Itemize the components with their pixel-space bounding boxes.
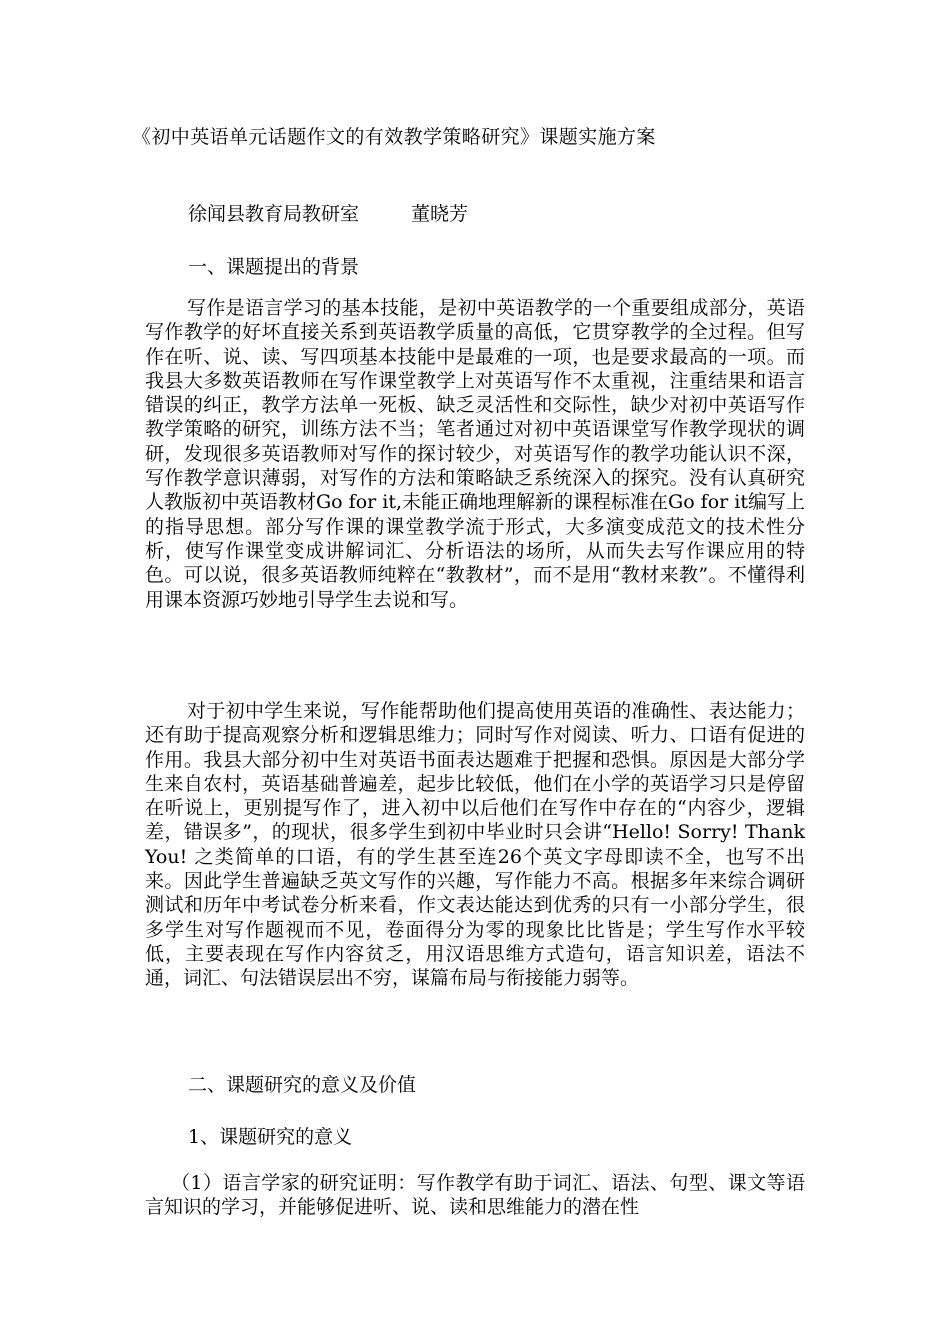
paragraph-background-2: 对于初中学生来说，写作能帮助他们提高使用英语的准确性、表达能力；还有助于提高观察分析和逻辑思维力；同时写作对阅读、听力、口语有促进的作用。我县大部分初中生对英语书面表达题难于把握和恐惧。原因是大部分学生来自农村，英语基础普遍差，起步比较低，他们在小学的英语学习只是停留在听说上，更别提写作了，进入初中以后他们在写作中存在的“内容少，逻辑差，错误多”，的现状，很多学生到初中毕业时只会讲“Hello! Sorry! Thank You! 之类简单的口语，有的学生甚至连26个英文字母即读不全，也写不出来。因此学生普遍缺乏英文写作的兴趣，写作能力不高。根据多年来综合调研测试和历年中考试卷分析来看，作文表达能达到优秀的只有一小部分学生，很多学生对写作题视而不见，卷面得分为零的现象比比皆是；学生写作水平较低，主要表现在写作内容贫乏，用汉语思维方式造句，语言知识差，语法不通，词汇、句法错误层出不穷，谋篇布局与衔接能力弱等。: [145, 700, 805, 990]
author-unit: 徐闻县教育局教研室: [188, 203, 360, 225]
subsection-heading-meaning: 1、课题研究的意义: [188, 1126, 353, 1148]
paragraph-meaning-1: （1）语言学家的研究证明：写作教学有助于词汇、语法、句型、课文等语言知识的学习，并能够促进听、说、读和思维能力的潜在性: [145, 1172, 805, 1219]
document-title: 《初中英语单元话题作文的有效教学策略研究》课题实施方案: [132, 126, 656, 148]
author-line: [188, 199, 468, 229]
author-name: 董晓芳: [411, 203, 469, 225]
paragraph-background-1: 写作是语言学习的基本技能，是初中英语教学的一个重要组成部分，英语写作教学的好坏直接关系到英语教学质量的高低，它贯穿教学的全过程。但写作在听、说、读、写四项基本技能中是最难的一项，也是要求最高的一项。而我县大多数英语教师在写作课堂教学上对英语写作不太重视，注重结果和语言错误的纠正，教学方法单一死板、缺乏灵活性和交际性，缺少对初中英语写作教学策略的研究，训练方法不当；笔者通过对初中英语课堂写作教学现状的调研，发现很多英语教师对写作的探讨较少，对英语写作的教学功能认识不深，写作教学意识薄弱，对写作的方法和策略缺乏系统深入的探究。没有认真研究人教版初中英语教材Go for it,未能正确地理解新的课程标准在Go for it编写上的指导思想。部分写作课的课堂教学流于形式，大多演变成范文的技术性分析，使写作课堂变成讲解词汇、分析语法的场所，从而失去写作课应用的特色。可以说，很多英语教师纯粹在“教教材”，而不是用“教材来教”。不懂得利用课本资源巧妙地引导学生去说和写。: [145, 297, 805, 611]
section-heading-significance: 二、课题研究的意义及价值: [188, 1074, 417, 1096]
section-heading-background: 一、课题提出的背景: [188, 256, 360, 278]
